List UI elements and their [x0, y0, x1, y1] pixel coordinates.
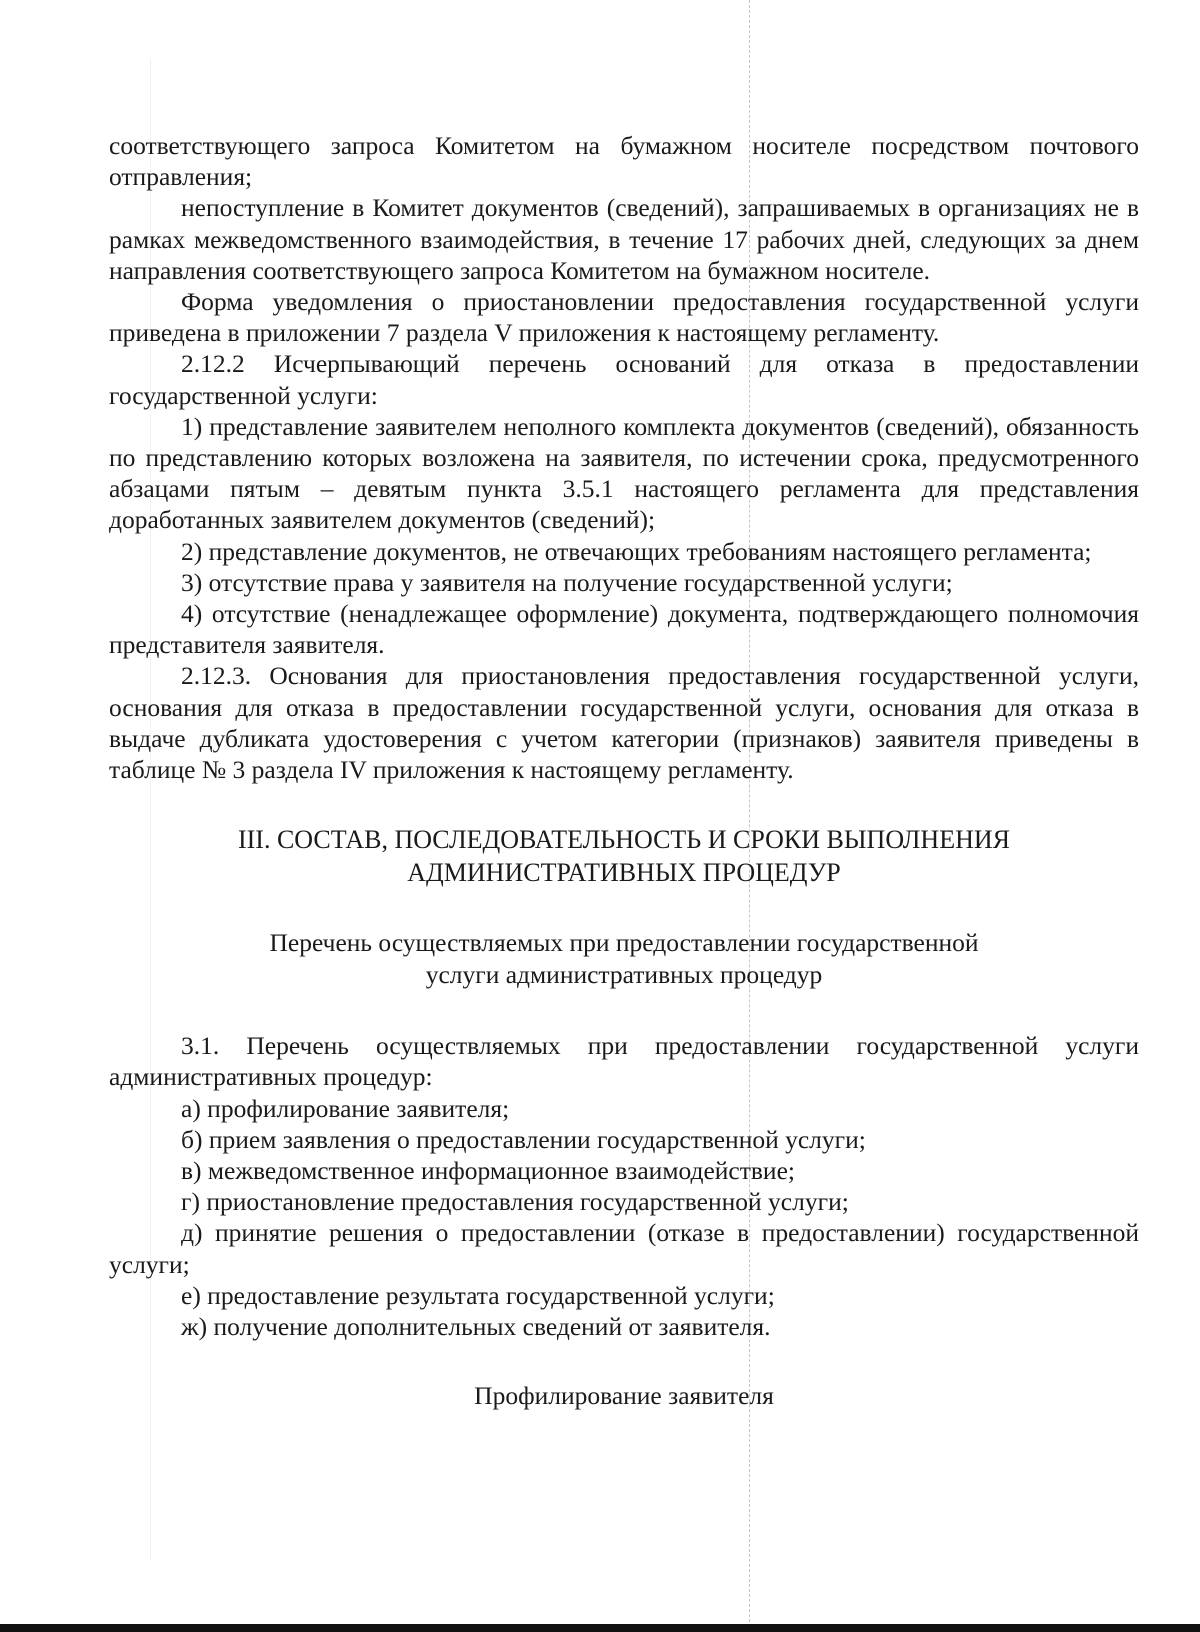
- list-item-procedure-zh: ж) получение дополнительных сведений от заявителя.: [181, 1312, 771, 1342]
- list-item-procedure-g: г) приостановление предоставления государственной услуги;: [181, 1187, 849, 1217]
- paragraph-notice-form: Форма уведомления о приостановлении предоставления государственной услуги приведена в приложении 7 раздела V приложения к настоящему регламенту.: [109, 287, 1139, 348]
- paragraph-2-12-3: 2.12.3. Основания для приостановления предоставления государственной услуги, основания для отказа в предоставлении государственной услуги, основания для отказа в выдаче дубликата удостоверения с учетом категории (признаков) заявителя приведены в таблице № 3 раздела IV приложения к настоящему регламенту.: [109, 661, 1139, 785]
- list-item-procedure-d: д) принятие решения о предоставлении (отказе в предоставлении) государственной услуги;: [109, 1218, 1139, 1279]
- profiling-heading: Профилирование заявителя: [474, 1381, 774, 1411]
- list-item-procedure-e: е) предоставление результата государственной услуги;: [181, 1280, 775, 1310]
- subsection-heading: [109, 927, 1139, 990]
- list-item-refusal-1: 1) представление заявителем неполного комплекта документов (сведений), обязанность по представлению которых возложена на заявителя, по истечении срока, предусмотренного абзацами пятым – девятым пункта 3.5.1 настоящего регламента для представления доработанных заявителем документов (сведений);: [109, 411, 1139, 535]
- document-body: [109, 130, 1139, 1412]
- list-item-procedure-v: в) межведомственное информационное взаимодействие;: [181, 1156, 795, 1186]
- paragraph-non-receipt: непоступление в Комитет документов (сведений), запрашиваемых в организациях не в рамках межведомственного взаимодействия, в течение 17 рабочих дней, следующих за днем направления соответствующего запроса Комитетом на бумажном носителе.: [109, 193, 1139, 285]
- list-item-refusal-4: 4) отсутствие (ненадлежащее оформление) документа, подтверждающего полномочия представителя заявителя.: [109, 599, 1139, 660]
- subsection-heading-line-1: Перечень осуществляемых при предоставлении государственной: [269, 928, 979, 958]
- subsection-heading-line-2: услуги административных процедур: [425, 959, 823, 989]
- section-heading-line-2: АДМИНИСТРАТИВНЫХ ПРОЦЕДУР: [407, 858, 841, 888]
- paragraph-3-1: 3.1. Перечень осуществляемых при предоставлении государственной услуги административных процедур:: [109, 1031, 1139, 1092]
- list-item-refusal-2: 2) представление документов, не отвечающих требованиям настоящего регламента;: [181, 536, 1092, 566]
- section-heading-line-1: III. СОСТАВ, ПОСЛЕДОВАТЕЛЬНОСТЬ И СРОКИ ВЫПОЛНЕНИЯ: [237, 825, 1010, 855]
- section-heading: [109, 823, 1139, 889]
- list-item-refusal-3: 3) отсутствие права у заявителя на получение государственной услуги;: [181, 567, 953, 597]
- scan-bottom-edge: [0, 1624, 1200, 1632]
- list-item-procedure-b: б) прием заявления о предоставлении государственной услуги;: [181, 1124, 866, 1154]
- list-item-procedure-a: а) профилирование заявителя;: [181, 1093, 510, 1123]
- paragraph-continuation: соответствующего запроса Комитетом на бумажном носителе посредством почтового отправления;: [109, 131, 1139, 192]
- paragraph-2-12-2: 2.12.2 Исчерпывающий перечень оснований для отказа в предоставлении государственной услуги:: [109, 349, 1139, 410]
